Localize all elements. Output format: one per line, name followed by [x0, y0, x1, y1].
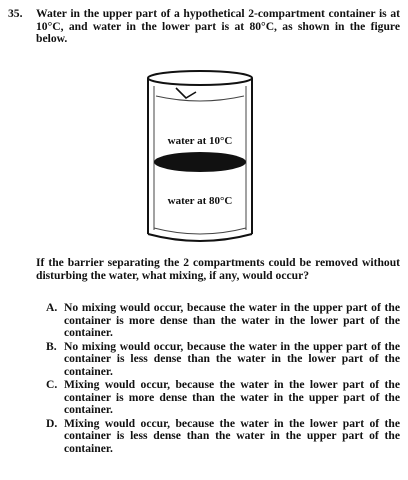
water-surface: [156, 96, 244, 101]
question-stem: Water in the upper part of a hypothetical 2-compartment container is at 10°C, and water in the lower part is at 80°C, as shown in the figure below.: [36, 7, 400, 45]
upper-water-label: water at 10°C: [167, 135, 233, 147]
choice-c[interactable]: [36, 379, 400, 417]
choice-d-text: Mixing would occur, because the water in the lower part of the container is less dense than the water in the upper part of the container.: [64, 416, 400, 455]
compartment-barrier: [154, 152, 246, 172]
choice-b[interactable]: [36, 341, 400, 379]
choice-a[interactable]: [36, 302, 400, 340]
choice-d[interactable]: [36, 418, 400, 456]
choice-c-letter: C.: [46, 378, 58, 391]
beaker-spout: [176, 88, 196, 98]
choice-b-text: No mixing would occur, because the water in the upper part of the container is less dense than the water in the lower part of the container.: [64, 339, 400, 378]
beaker-figure: [138, 68, 262, 248]
beaker-rim: [148, 71, 252, 85]
choice-b-letter: B.: [46, 339, 57, 353]
lower-water-label: water at 80°C: [167, 195, 233, 207]
beaker-bottom: [148, 234, 252, 241]
choice-a-letter: A.: [46, 301, 58, 314]
answer-choices: [36, 302, 400, 456]
question-number: 35.: [8, 7, 23, 20]
choice-a-text: No mixing would occur, because the water in the upper part of the container is more dense than the water in the lower part of the container.: [64, 301, 400, 339]
choice-c-text: Mixing would occur, because the water in the lower part of the container is more dense than the water in the upper part of the container.: [64, 378, 400, 416]
beaker-inner-bottom: [154, 228, 246, 234]
question-prompt: If the barrier separating the 2 compartments could be removed without disturbing the water, what mixing, if any, would occur?: [36, 256, 400, 282]
choice-d-letter: D.: [46, 416, 58, 430]
question-stem-block: [8, 8, 400, 46]
